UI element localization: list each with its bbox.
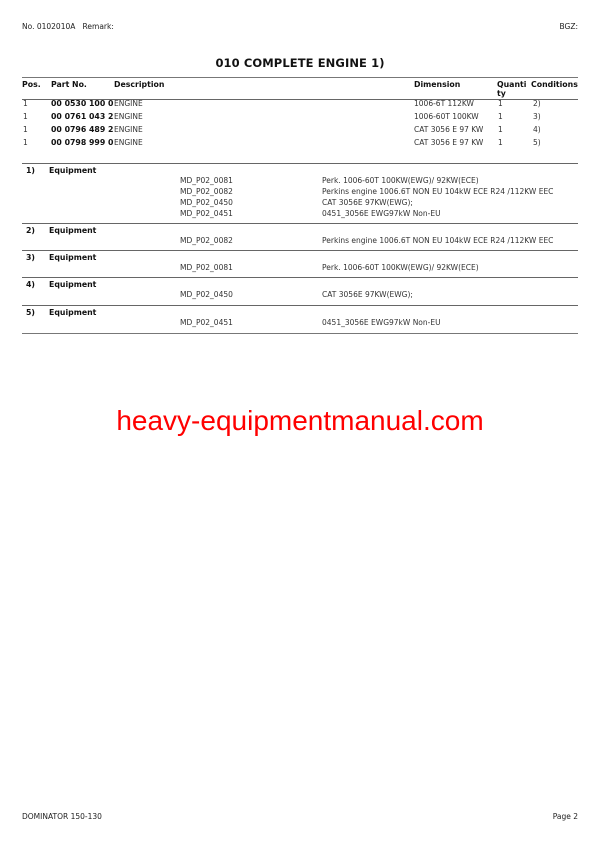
condition-text: CAT 3056E 97KW(EWG);	[322, 198, 413, 207]
condition-code: MD_P02_0450	[180, 198, 233, 207]
condition-text: Perkins engine 1006.6T NON EU 104kW ECE R24 /112KW EEC	[322, 187, 554, 196]
condition-text: CAT 3056E 97KW(EWG);	[322, 290, 413, 299]
document-number: No. 0102010A	[22, 22, 76, 31]
condition-code: MD_P02_0451	[180, 209, 233, 218]
row-pos: 1	[23, 125, 28, 134]
condition-code: MD_P02_0451	[180, 318, 233, 327]
condition-code: MD_P02_0081	[180, 263, 233, 272]
row-conditions: 4)	[533, 125, 541, 134]
row-quantity: 1	[498, 99, 503, 108]
row-description: ENGINE	[114, 99, 143, 108]
row-part-no: 00 0761 043 2	[51, 112, 114, 121]
column-header-dimension: Dimension	[414, 80, 461, 89]
row-conditions: 5)	[533, 138, 541, 147]
row-dimension: 1006-6T 112KW	[414, 99, 474, 108]
column-header-conditions: Conditions	[531, 80, 578, 89]
condition-text: 0451_3056E EWG97kW Non-EU	[322, 209, 441, 218]
column-header-quantity	[497, 80, 526, 98]
condition-label: Equipment	[49, 308, 97, 317]
condition-code: MD_P02_0081	[180, 176, 233, 185]
condition-text: 0451_3056E EWG97kW Non-EU	[322, 318, 441, 327]
column-header-pos: Pos.	[22, 80, 41, 89]
condition-code: MD_P02_0450	[180, 290, 233, 299]
condition-3-rule	[22, 250, 578, 251]
row-description: ENGINE	[114, 112, 143, 121]
condition-label: Equipment	[49, 166, 97, 175]
row-pos: 1	[23, 112, 28, 121]
watermark-link[interactable]: heavy-equipmentmanual.com	[116, 405, 484, 436]
column-header-description: Description	[114, 80, 165, 89]
row-part-no: 00 0796 489 2	[51, 125, 114, 134]
condition-code: MD_P02_0082	[180, 187, 233, 196]
column-header-quantity-line2: ty	[497, 89, 506, 98]
row-dimension: CAT 3056 E 97 KW	[414, 138, 484, 147]
row-part-no: 00 0530 100 0	[51, 99, 114, 108]
condition-number: 1)	[26, 166, 35, 175]
row-quantity: 1	[498, 112, 503, 121]
condition-number: 5)	[26, 308, 35, 317]
condition-text: Perk. 1006-60T 100KW(EWG)/ 92KW(ECE)	[322, 176, 479, 185]
footer-model: DOMINATOR 150-130	[22, 812, 102, 821]
table-top-rule	[22, 77, 578, 78]
row-dimension: 1006-60T 100KW	[414, 112, 479, 121]
row-description: ENGINE	[114, 125, 143, 134]
condition-code: MD_P02_0082	[180, 236, 233, 245]
footer-page-number: Page 2	[552, 812, 578, 821]
remark-label: Remark:	[82, 22, 114, 31]
row-pos: 1	[23, 138, 28, 147]
bgz-label: BGZ:	[559, 22, 578, 31]
conditions-bottom-rule	[22, 333, 578, 334]
condition-4-rule	[22, 277, 578, 278]
row-pos: 1	[23, 99, 28, 108]
condition-2-rule	[22, 223, 578, 224]
condition-5-rule	[22, 305, 578, 306]
condition-number: 3)	[26, 253, 35, 262]
condition-text: Perkins engine 1006.6T NON EU 104kW ECE R24 /112KW EEC	[322, 236, 554, 245]
condition-label: Equipment	[49, 253, 97, 262]
condition-1-rule	[22, 163, 578, 164]
page-title: 010 COMPLETE ENGINE 1)	[215, 56, 385, 70]
row-conditions: 2)	[533, 99, 541, 108]
column-header-part-no: Part No.	[51, 80, 87, 89]
document-header-left	[22, 22, 114, 32]
condition-number: 4)	[26, 280, 35, 289]
condition-number: 2)	[26, 226, 35, 235]
condition-label: Equipment	[49, 226, 97, 235]
condition-label: Equipment	[49, 280, 97, 289]
row-quantity: 1	[498, 125, 503, 134]
row-description: ENGINE	[114, 138, 143, 147]
row-part-no: 00 0798 999 0	[51, 138, 114, 147]
row-quantity: 1	[498, 138, 503, 147]
row-dimension: CAT 3056 E 97 KW	[414, 125, 484, 134]
condition-text: Perk. 1006-60T 100KW(EWG)/ 92KW(ECE)	[322, 263, 479, 272]
column-header-quantity-line1: Quanti	[497, 80, 527, 89]
row-conditions: 3)	[533, 112, 541, 121]
